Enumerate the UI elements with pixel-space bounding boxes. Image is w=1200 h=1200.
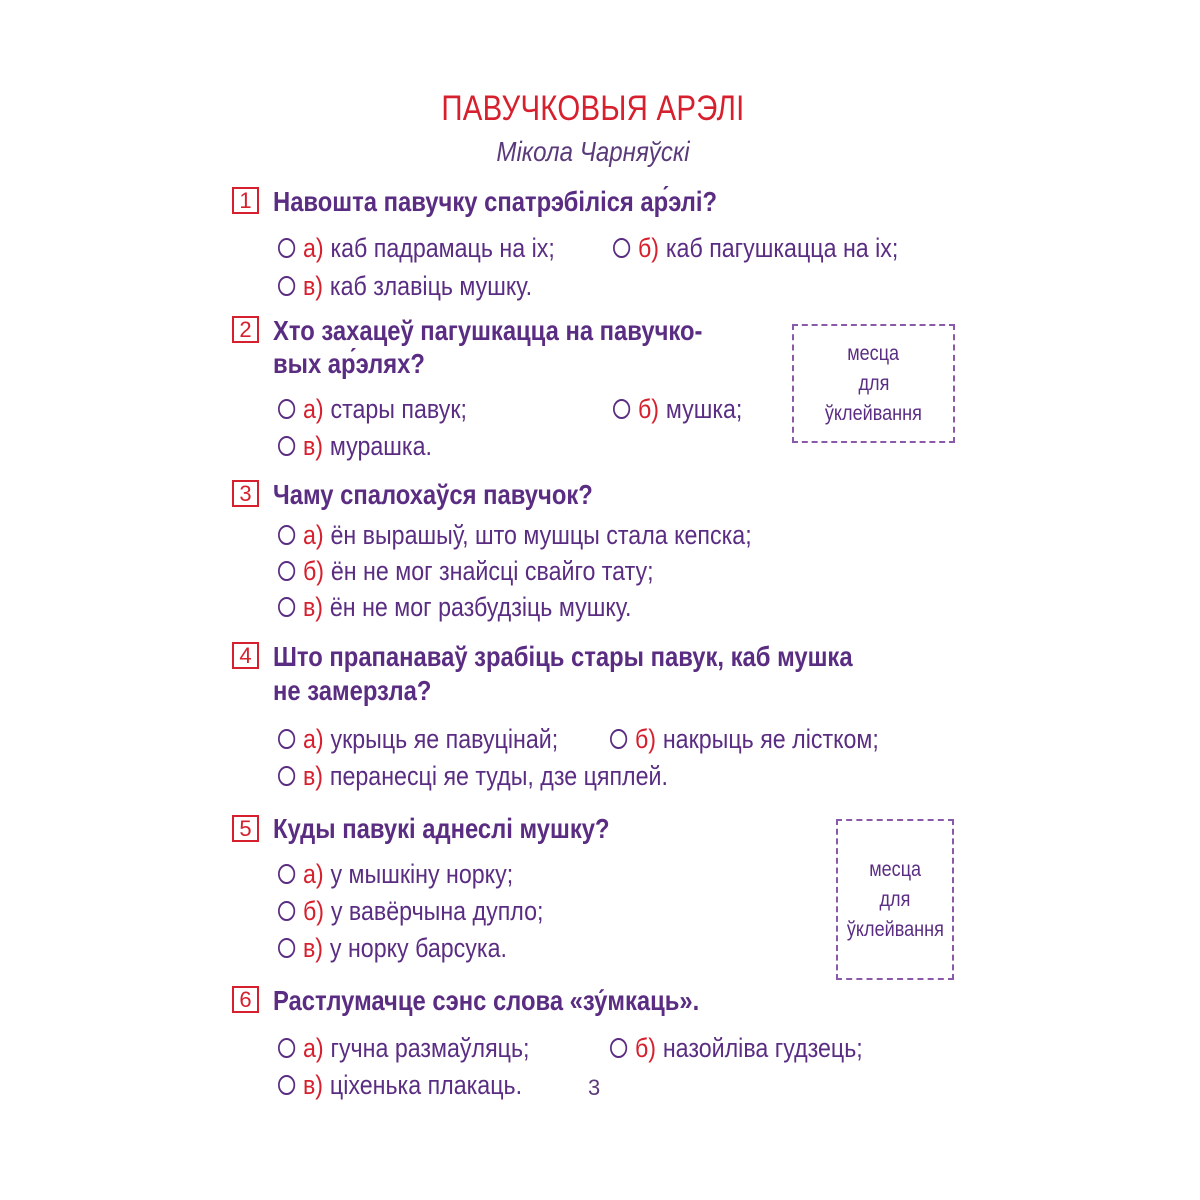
option-text: у вавёрчына дупло; xyxy=(330,896,544,926)
question-number-4: 4 xyxy=(232,642,259,669)
question-4-option-b[interactable] xyxy=(610,723,879,755)
sticker-label-line-2: для xyxy=(858,371,889,395)
radio-circle-icon[interactable] xyxy=(278,901,295,921)
option-letter: а) xyxy=(302,394,324,424)
question-6-option-a[interactable] xyxy=(278,1032,530,1064)
question-4-option-a[interactable] xyxy=(278,723,558,755)
option-letter: в) xyxy=(302,1070,324,1100)
radio-circle-icon[interactable] xyxy=(610,1038,627,1058)
radio-circle-icon[interactable] xyxy=(613,238,630,258)
question-5-option-a[interactable] xyxy=(278,858,513,890)
question-2-option-b[interactable] xyxy=(613,393,742,425)
question-2-text-line-1: Хто захацеў пагушкацца на павучко- xyxy=(273,315,703,346)
option-letter: в) xyxy=(302,431,324,461)
page-number: 3 xyxy=(588,1075,601,1100)
option-text: гучна размаўляць; xyxy=(330,1033,530,1063)
question-6-text: Растлумачце сэнс слова «зу́мкаць». xyxy=(273,985,700,1016)
option-text: ціхенька плакаць. xyxy=(329,1070,523,1100)
option-letter: б) xyxy=(302,556,324,586)
option-text: назойліва гудзець; xyxy=(662,1033,863,1063)
radio-circle-icon[interactable] xyxy=(278,938,295,958)
option-letter: в) xyxy=(302,592,324,622)
option-letter: а) xyxy=(302,724,324,754)
author-name: Мікола Чарняўскі xyxy=(496,136,690,167)
option-text: укрыць яе павуцінай; xyxy=(330,724,559,754)
question-5-option-b[interactable] xyxy=(278,895,543,927)
sticker-label-line-1: месца xyxy=(847,341,900,365)
option-letter: а) xyxy=(302,1033,324,1063)
question-1-text: Навошта павучку спатрэбіліся ар́элі? xyxy=(273,186,718,217)
sticker-label-line-3: ўклейвання xyxy=(825,401,922,425)
radio-circle-icon[interactable] xyxy=(278,238,295,258)
radio-circle-icon[interactable] xyxy=(278,436,295,456)
radio-circle-icon[interactable] xyxy=(278,864,295,884)
question-5-text: Куды павукі аднеслі мушку? xyxy=(273,813,610,844)
question-4-option-c[interactable] xyxy=(278,760,668,792)
option-text: мушка; xyxy=(665,394,743,424)
question-3-text: Чаму спалохаўся павучок? xyxy=(273,479,593,510)
sticker-placeholder-1 xyxy=(792,324,955,443)
question-2-option-c[interactable] xyxy=(278,430,432,462)
option-letter: б) xyxy=(637,394,659,424)
option-letter: б) xyxy=(637,233,659,263)
radio-circle-icon[interactable] xyxy=(278,561,295,581)
question-3-option-a[interactable] xyxy=(278,519,752,551)
question-3-option-b[interactable] xyxy=(278,555,654,587)
option-letter: б) xyxy=(634,1033,656,1063)
sticker-label-line-2: для xyxy=(879,887,911,911)
question-2-text-line-2: вых ар́элях? xyxy=(273,348,425,379)
question-2-option-a[interactable] xyxy=(278,393,467,425)
option-text: каб злавіць мушку. xyxy=(329,271,533,301)
option-letter: в) xyxy=(302,761,324,791)
radio-circle-icon[interactable] xyxy=(278,729,295,749)
question-number-3: 3 xyxy=(232,480,259,507)
radio-circle-icon[interactable] xyxy=(278,525,295,545)
option-text: стары павук; xyxy=(330,394,467,424)
question-6-option-c[interactable] xyxy=(278,1069,522,1101)
option-letter: а) xyxy=(302,233,324,263)
sticker-label-line-3: ўклейвання xyxy=(846,917,944,941)
radio-circle-icon[interactable] xyxy=(278,1075,295,1095)
option-text: каб падрамаць на іх; xyxy=(330,233,555,263)
option-text: у мышкіну норку; xyxy=(330,859,514,889)
question-4-text-line-2: не замерзла? xyxy=(273,675,432,706)
option-text: у норку барсука. xyxy=(329,933,507,963)
page-title: ПАВУЧКОВЫЯ АРЭЛІ xyxy=(441,89,745,128)
question-number-1: 1 xyxy=(232,187,259,214)
question-6-option-b[interactable] xyxy=(610,1032,863,1064)
option-text: мурашка. xyxy=(329,431,432,461)
question-number-5: 5 xyxy=(232,815,259,842)
question-1-option-b[interactable] xyxy=(613,232,898,264)
radio-circle-icon[interactable] xyxy=(278,597,295,617)
option-letter: в) xyxy=(302,933,324,963)
option-letter: б) xyxy=(634,724,656,754)
radio-circle-icon[interactable] xyxy=(278,399,295,419)
option-letter: в) xyxy=(302,271,324,301)
radio-circle-icon[interactable] xyxy=(278,276,295,296)
question-number-6: 6 xyxy=(232,986,259,1013)
option-text: накрыць яе лістком; xyxy=(662,724,879,754)
question-5-option-c[interactable] xyxy=(278,932,507,964)
sticker-label-line-1: месца xyxy=(869,857,921,881)
option-letter: а) xyxy=(302,859,324,889)
option-letter: б) xyxy=(302,896,324,926)
question-number-2: 2 xyxy=(232,316,259,343)
sticker-placeholder-2 xyxy=(836,819,954,980)
question-4-text-line-1: Што прапанаваў зрабіць стары павук, каб мушка xyxy=(273,641,853,672)
radio-circle-icon[interactable] xyxy=(610,729,627,749)
question-1-option-a[interactable] xyxy=(278,232,555,264)
option-text: перанесці яе туды, дзе цяплей. xyxy=(329,761,668,791)
option-text: каб пагушкацца на іх; xyxy=(665,233,899,263)
option-text: ён вырашыў, што мушцы стала кепска; xyxy=(330,520,752,550)
option-letter: а) xyxy=(302,520,324,550)
question-1-option-c[interactable] xyxy=(278,270,532,302)
option-text: ён не мог знайсці свайго тату; xyxy=(330,556,654,586)
radio-circle-icon[interactable] xyxy=(278,1038,295,1058)
radio-circle-icon[interactable] xyxy=(278,766,295,786)
question-3-option-c[interactable] xyxy=(278,591,631,623)
option-text: ён не мог разбудзіць мушку. xyxy=(329,592,632,622)
radio-circle-icon[interactable] xyxy=(613,399,630,419)
